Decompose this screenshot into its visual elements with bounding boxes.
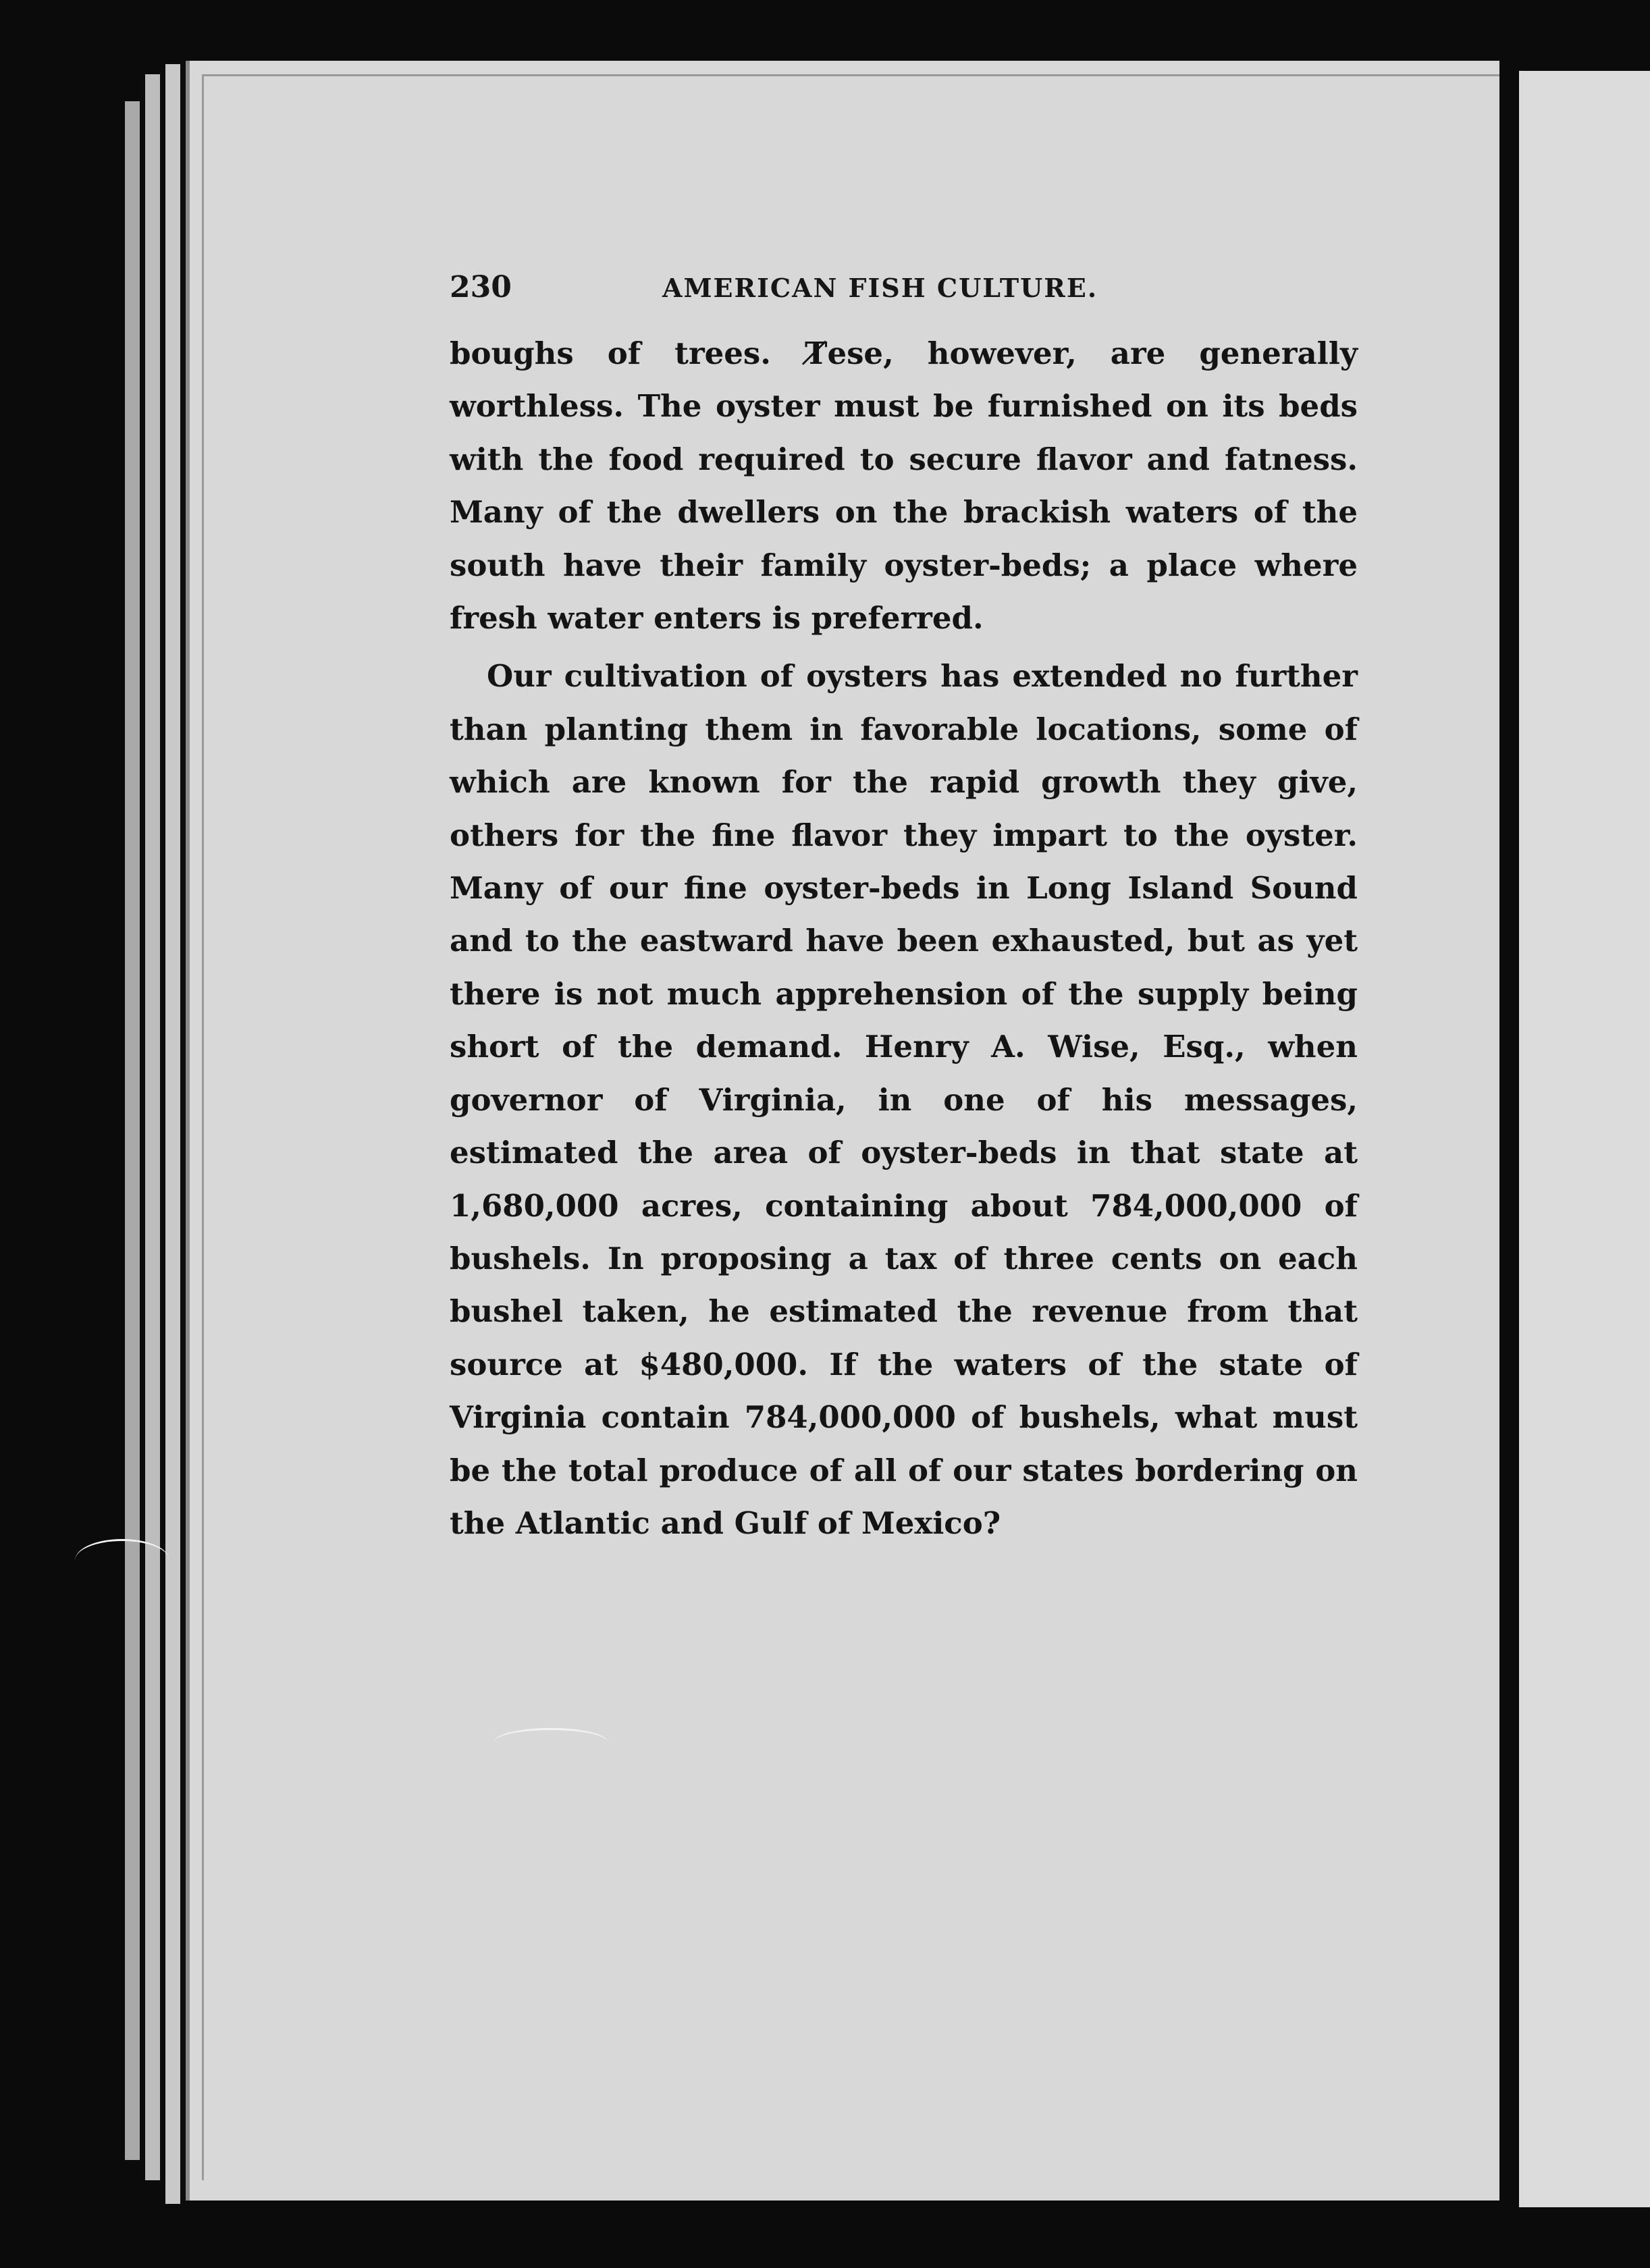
scan-artifact: [494, 1728, 608, 1757]
running-head: AMERICAN FISH CULTURE.: [662, 273, 1098, 303]
book-page: [186, 61, 1499, 2200]
page-edge: [165, 64, 180, 2204]
paragraph: Our cultivation of oysters has extended no further than planting them in favorable locations, some of which are known for the rapid growth they give, others for the fine flavor they impart to the oyster. Many of our fine oyster-beds in Long Island Sound and to the eastward have been exhausted, but as yet there is not much apprehension of the supply being short of the demand. Henry A. Wise, Esq., when governor of Virginia, in one of his messages, estimated the area of oyster-beds in that state at 1,680,000 acres, containing about 784,000,000 of bushels. In proposing a tax of three cents on each bushel taken, he estimated the revenue from that source at $480,000. If the waters of the state of Virginia contain 784,000,000 of bushels, what must be the total produce of all of our states bordering on the Atlantic and Gulf of Mexico?: [450, 658, 1358, 1541]
page-edge: [125, 101, 140, 2160]
body-text: [450, 327, 1358, 1550]
page-header: [450, 270, 1354, 310]
page-edge: [145, 74, 160, 2180]
adjacent-page: [1519, 71, 1650, 2207]
scan-artifact: [75, 1539, 169, 1582]
paragraph: boughs of trees. T̸ese, however, are generally worthless. The oyster must be furnished on its beds with the food required to secure flavor and fatness. Many of the dwellers on the brackish waters of the south have their family oyster-beds; a place where fresh water enters is preferred.: [450, 335, 1358, 637]
page-number: 230: [450, 270, 512, 304]
